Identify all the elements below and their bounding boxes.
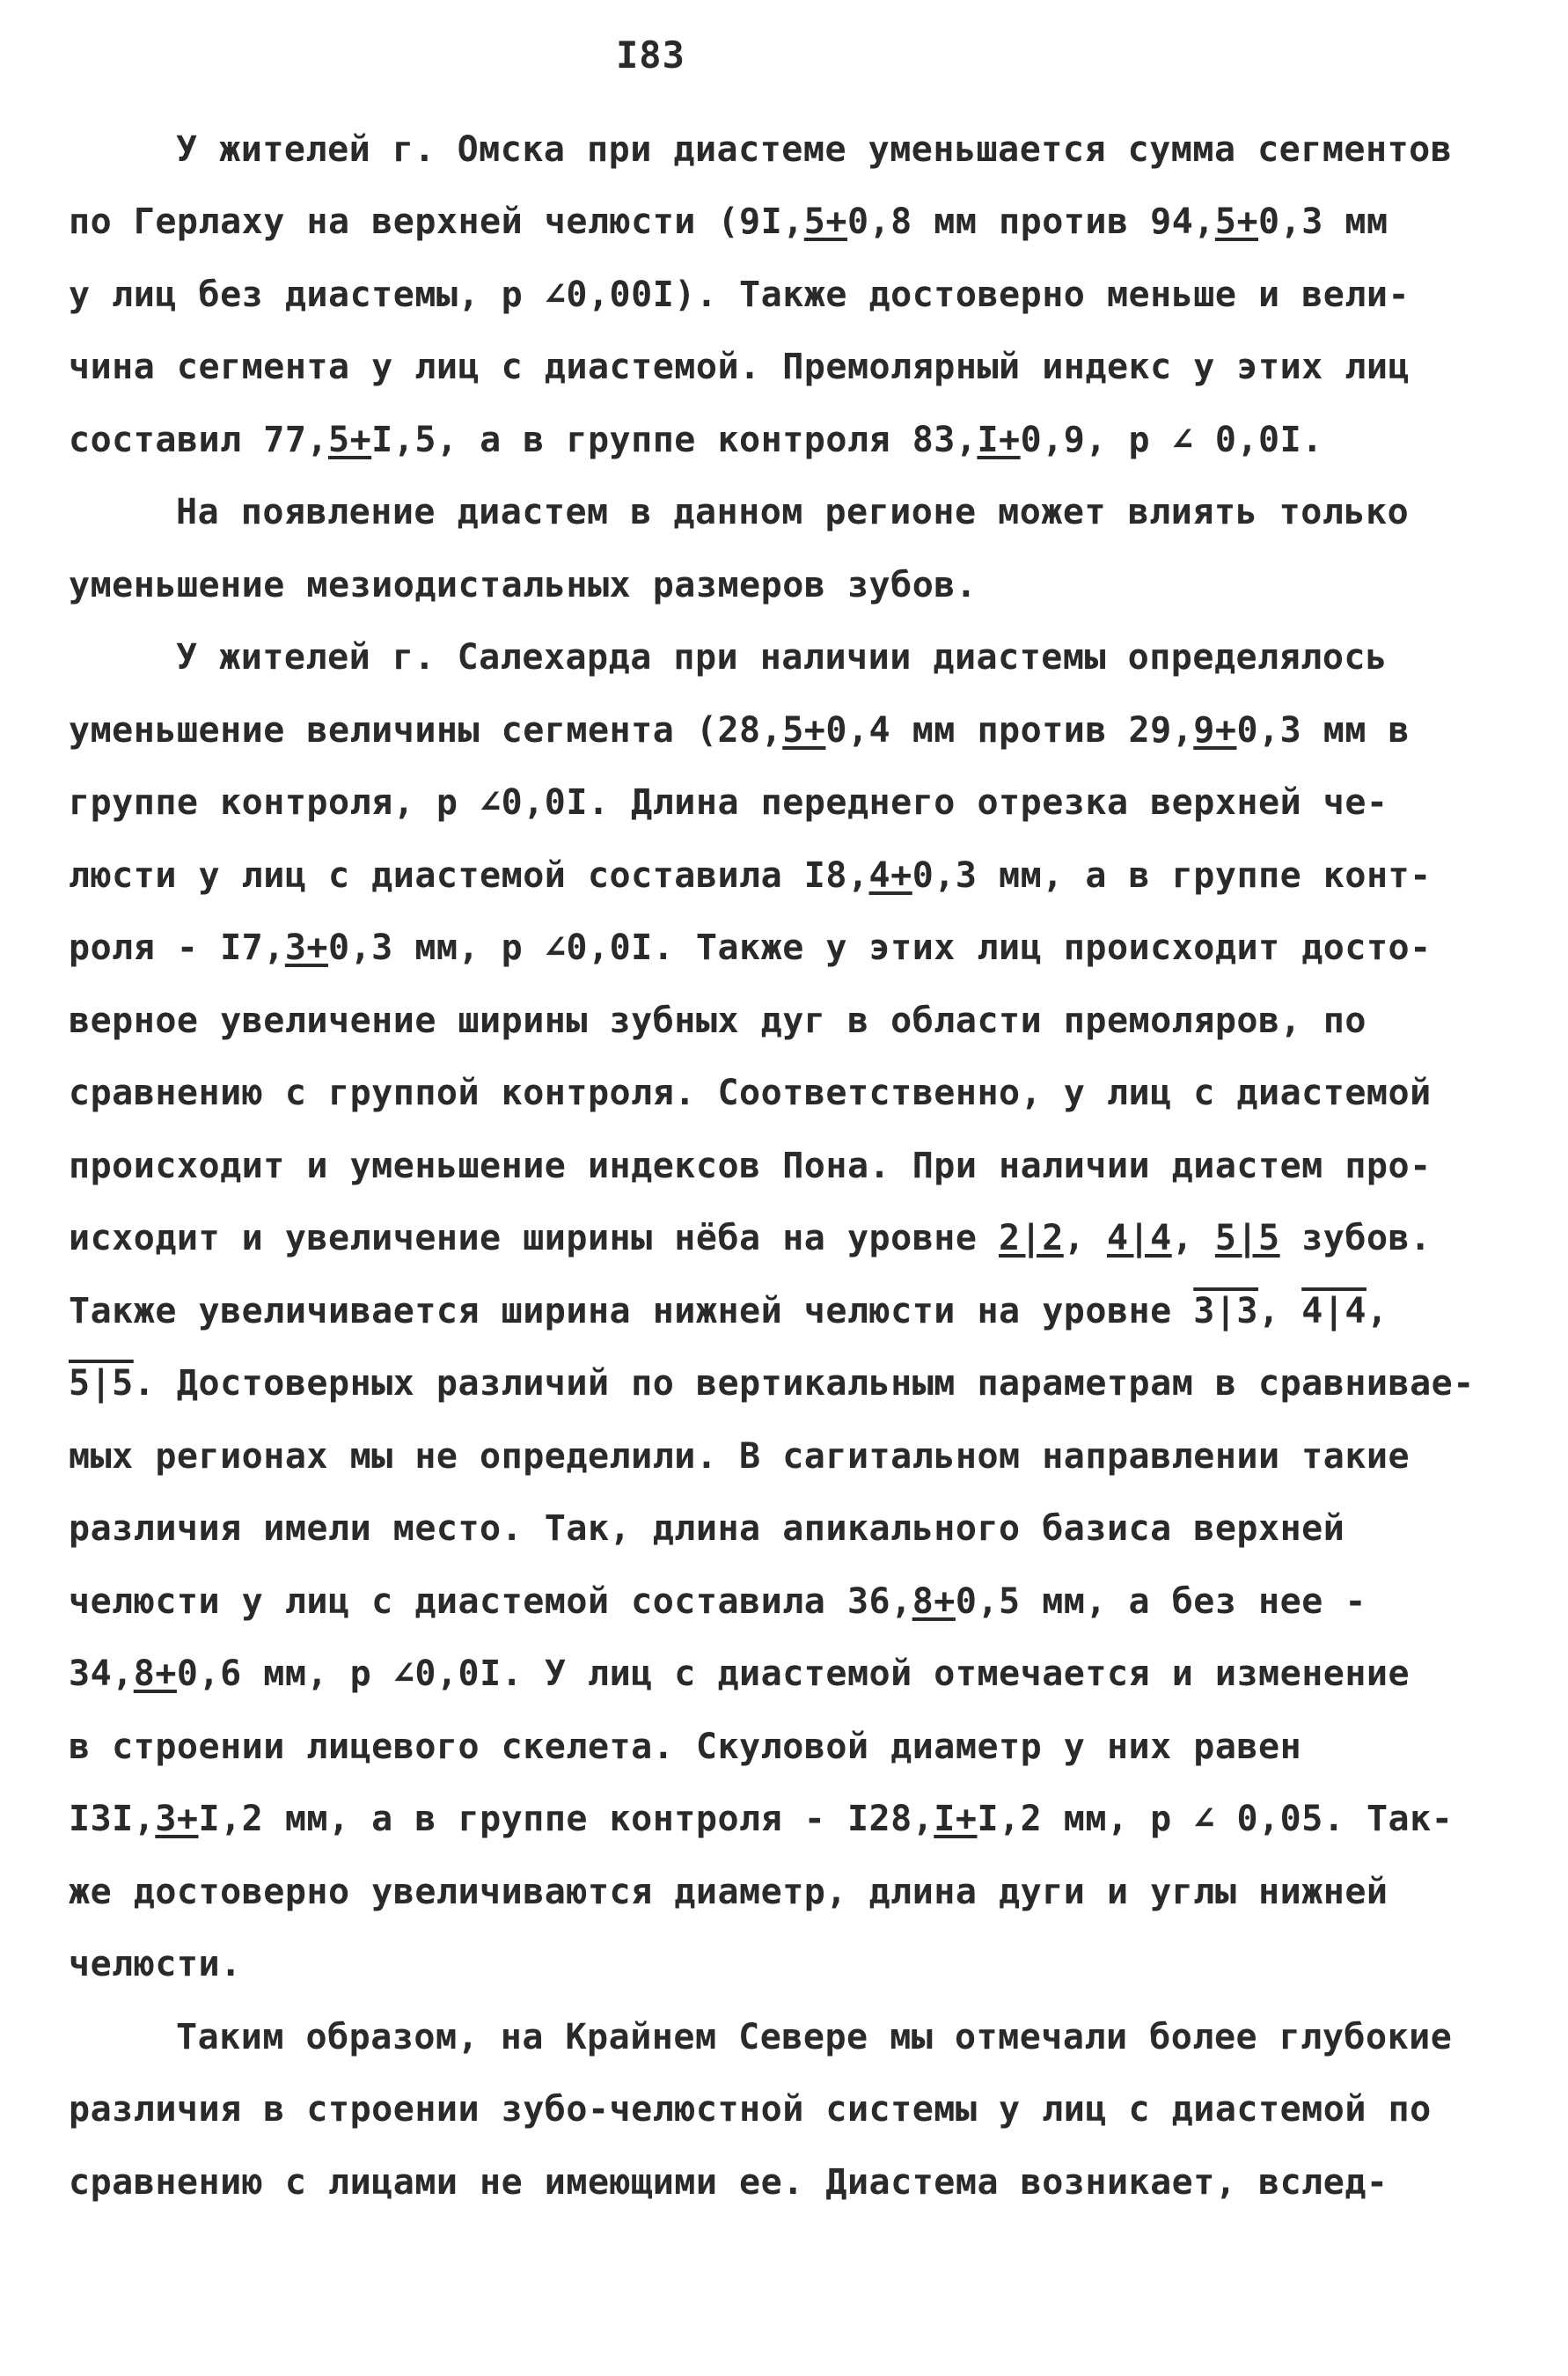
text-segment: I,5, а в группе контроля 83, — [371, 420, 978, 460]
text-segment: сравнению с лицами не имеющими ее. Диастема возникает, вслед- — [69, 2162, 1388, 2203]
text-segment: 9+ — [1193, 710, 1237, 751]
text-line — [69, 1727, 1302, 1767]
text-segment: исходит и увеличение ширины нёба на уровне — [69, 1218, 1000, 1258]
text-segment: , — [1258, 1291, 1302, 1331]
text-line — [69, 1874, 1388, 1910]
text-segment: роля - I7, — [69, 928, 285, 968]
text-segment: 0,5 мм, а без нее - — [955, 1581, 1367, 1622]
text-segment: 4|4 — [1301, 1291, 1367, 1331]
text-line — [69, 782, 1388, 823]
text-line — [176, 2017, 1453, 2057]
text-line — [69, 349, 1410, 385]
text-segment: 0,8 мм против 94, — [846, 202, 1215, 242]
text-segment: составил 77, — [69, 420, 328, 460]
text-line — [69, 1801, 1453, 1837]
text-segment: 0,3 мм — [1258, 202, 1388, 242]
text-segment: I3I, — [69, 1799, 156, 1839]
text-segment: 5+ — [782, 710, 826, 751]
text-line — [69, 565, 978, 605]
text-line — [69, 710, 1410, 751]
text-segment: 5|5 — [1214, 1218, 1280, 1258]
text-segment: различия имели место. Так, длина апикального базиса верхней — [69, 1508, 1345, 1549]
text-segment: зубов. — [1279, 1218, 1432, 1258]
text-segment: 2|2 — [999, 1218, 1064, 1258]
text-line — [69, 855, 1432, 896]
text-segment: по Герлаху на верхней челюсти (9I, — [69, 202, 804, 242]
text-segment: мых регионах мы не определили. В сагитальном направлении такие — [69, 1436, 1410, 1477]
text-segment: 3+ — [284, 928, 328, 968]
text-segment: люсти у лиц с диастемой составила I8, — [69, 855, 869, 896]
text-line — [69, 2162, 1388, 2203]
text-segment: челюсти. — [69, 1944, 242, 1984]
text-segment: у лиц без диастемы, р ∠0,00I). Также достоверно меньше и вели- — [69, 275, 1410, 315]
text-segment: На появление диастем в данном регионе может влиять только — [176, 492, 1410, 532]
text-line — [69, 1218, 1432, 1258]
text-segment: 5+ — [803, 202, 847, 242]
text-segment: 0,3 мм, р ∠0,0I. Также у этих лиц происходит досто- — [328, 928, 1432, 968]
text-segment: 5+ — [1214, 202, 1259, 242]
text-line — [69, 275, 1410, 315]
text-line — [69, 1291, 1388, 1331]
text-segment: I,2 мм, р ∠ 0,05. Так- — [977, 1799, 1454, 1839]
text-segment: 8+ — [133, 1654, 177, 1694]
text-segment: 4+ — [868, 855, 912, 896]
text-line — [69, 1944, 242, 1984]
text-segment: 0,4 мм против 29, — [825, 710, 1194, 751]
text-line — [176, 637, 1388, 678]
text-line — [176, 492, 1410, 532]
text-line — [69, 928, 1432, 968]
text-line — [176, 129, 1453, 170]
text-segment: У жителей г. Омска при диастеме уменьшается сумма сегментов — [176, 129, 1453, 170]
text-line — [69, 1436, 1410, 1477]
text-segment: различия в строении зубо-челюстной системы у лиц с диастемой по — [69, 2089, 1432, 2130]
text-segment: I+ — [934, 1799, 978, 1839]
text-segment: челюсти у лиц с диастемой составила 36, — [69, 1581, 912, 1622]
text-segment: , — [1171, 1218, 1215, 1258]
text-segment: 5|5 — [69, 1363, 134, 1404]
text-segment: У жителей г. Салехарда при наличии диастемы определялось — [176, 637, 1388, 678]
text-line — [69, 1654, 1410, 1694]
text-line — [69, 202, 1388, 242]
text-segment: 5+ — [327, 420, 372, 460]
text-segment: 4|4 — [1106, 1218, 1172, 1258]
text-segment: Таким образом, на Крайнем Севере мы отмечали более глубокие — [176, 2017, 1453, 2057]
text-segment: происходит и уменьшение индексов Пона. При наличии диастем про- — [69, 1146, 1432, 1186]
text-segment: 34, — [69, 1654, 134, 1694]
text-segment: в строении лицевого скелета. Скуловой диаметр у них равен — [69, 1727, 1302, 1767]
text-segment: , — [1366, 1291, 1388, 1331]
text-segment: I+ — [977, 420, 1021, 460]
text-segment: 0,9, р ∠ 0,0I. — [1020, 420, 1323, 460]
text-segment: уменьшение величины сегмента (28, — [69, 710, 783, 751]
text-segment: , — [1063, 1218, 1107, 1258]
page-number: I83 — [616, 33, 685, 77]
text-segment: же достоверно увеличиваются диаметр, длина дуги и углы нижней — [69, 1872, 1388, 1912]
text-segment: верное увеличение ширины зубных дуг в области премоляров, по — [69, 1001, 1367, 1041]
text-line — [69, 1148, 1432, 1184]
text-line — [69, 1001, 1367, 1041]
text-line — [69, 1075, 1432, 1111]
text-line — [69, 2089, 1432, 2130]
text-segment: 3+ — [155, 1799, 199, 1839]
text-segment: группе контроля, р ∠0,0I. Длина переднего отрезка верхней че- — [69, 782, 1388, 823]
text-segment: 8+ — [912, 1581, 956, 1622]
text-segment: сравнению с группой контроля. Соответственно, у лиц с диастемой — [69, 1073, 1432, 1113]
text-segment: I,2 мм, а в группе контроля - I28, — [198, 1799, 934, 1839]
text-segment: . Достоверных различий по вертикальным параметрам в сравнивае- — [133, 1363, 1475, 1404]
text-segment: 3|3 — [1193, 1291, 1259, 1331]
text-segment: 0,3 мм в — [1236, 710, 1410, 751]
text-line — [69, 422, 1323, 458]
text-line — [69, 1581, 1367, 1622]
text-segment: 0,3 мм, а в группе конт- — [912, 855, 1432, 896]
text-segment: 0,6 мм, р ∠0,0I. У лиц с диастемой отмечается и изменение — [176, 1654, 1410, 1694]
text-segment: уменьшение мезиодистальных размеров зубов. — [69, 565, 978, 605]
text-line — [69, 1363, 1475, 1404]
text-line — [69, 1508, 1345, 1549]
text-segment: чина сегмента у лиц с диастемой. Премолярный индекс у этих лиц — [69, 347, 1410, 387]
text-segment: Также увеличивается ширина нижней челюсти на уровне — [69, 1291, 1194, 1331]
